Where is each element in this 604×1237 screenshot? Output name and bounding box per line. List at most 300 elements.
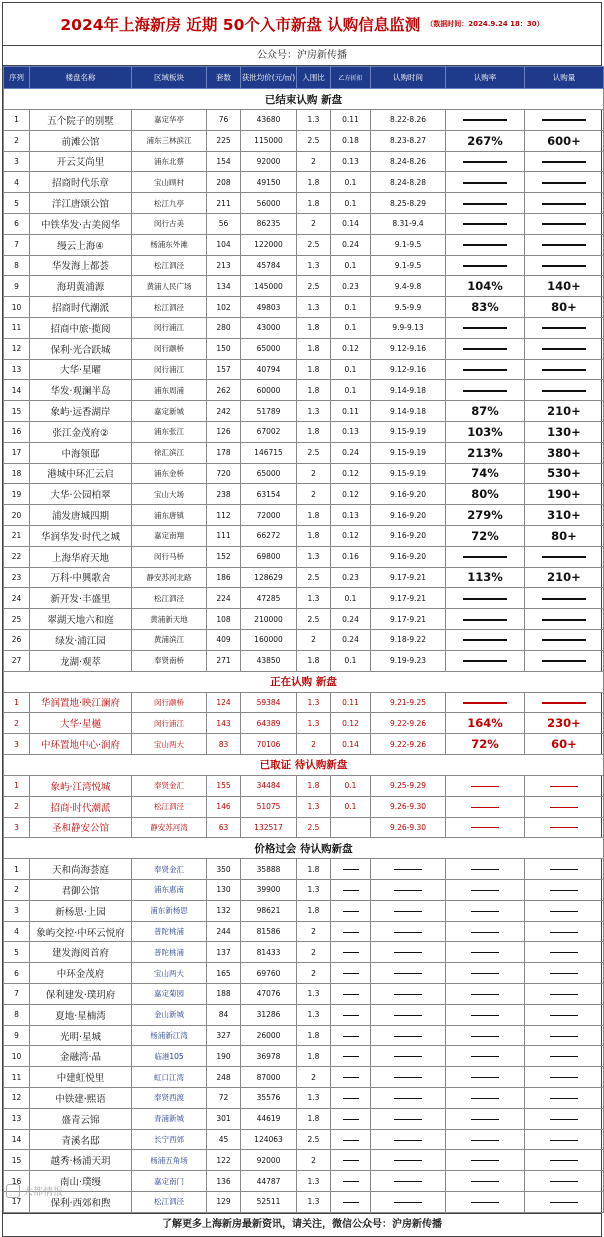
project-name: 光明·星城	[30, 1025, 132, 1046]
project-name: 浦发唐城四期	[30, 505, 132, 526]
subscription-rate: 279%	[446, 505, 525, 526]
units: 143	[207, 713, 241, 734]
table-row	[4, 297, 604, 318]
empty-value-dash	[542, 702, 586, 704]
section-title-row	[4, 671, 604, 692]
discount: 0.12	[331, 463, 371, 484]
empty-value-dash	[343, 890, 359, 891]
empty-value-dash	[343, 973, 359, 974]
col-header-index: 序列	[4, 67, 30, 89]
table-row	[4, 213, 604, 234]
discount	[331, 984, 371, 1005]
publisher-line: 公众号：沪房新传播	[3, 46, 601, 66]
row-index: 10	[4, 297, 30, 318]
empty-value-dash	[463, 619, 507, 621]
empty-value-dash	[542, 119, 586, 121]
project-name: 万科·中興歌舍	[30, 567, 132, 588]
subscription-rate	[446, 1129, 525, 1150]
units: 157	[207, 359, 241, 380]
avg-price: 43850	[241, 650, 297, 671]
subscription-rate	[446, 1004, 525, 1025]
avg-price: 35576	[241, 1088, 297, 1109]
region: 松江泗泾	[132, 255, 207, 276]
empty-value-dash	[343, 1056, 359, 1057]
units: 190	[207, 1046, 241, 1067]
empty-value-dash	[542, 348, 586, 350]
discount: 0.11	[331, 110, 371, 131]
subscription-period	[371, 1150, 446, 1171]
entry-ratio: 1.8	[297, 1046, 331, 1067]
region: 杨浦东外滩	[132, 234, 207, 255]
subscription-period: 9.16-9.20	[371, 525, 446, 546]
subscription-count	[525, 1150, 604, 1171]
row-index: 19	[4, 484, 30, 505]
table-row	[4, 525, 604, 546]
subscription-rate: 213%	[446, 442, 525, 463]
empty-value-dash	[550, 932, 578, 933]
region: 嘉定南门	[132, 1171, 207, 1192]
empty-value-dash	[394, 1181, 422, 1182]
table-row	[4, 505, 604, 526]
region: 普陀桃浦	[132, 921, 207, 942]
entry-ratio: 1.8	[297, 380, 331, 401]
empty-value-dash	[463, 161, 507, 163]
table-row	[4, 880, 604, 901]
empty-value-dash	[542, 161, 586, 163]
empty-value-dash	[550, 1056, 578, 1057]
project-name: 中海领邸	[30, 442, 132, 463]
region: 奉贤南桥	[132, 650, 207, 671]
subscription-rate	[446, 1150, 525, 1171]
row-index: 8	[4, 1004, 30, 1025]
col-header-rate: 认购率	[446, 67, 525, 89]
subscription-period	[371, 984, 446, 1005]
table-row	[4, 1067, 604, 1088]
region: 浦东新杨思	[132, 900, 207, 921]
discount	[331, 1171, 371, 1192]
table-row	[4, 151, 604, 172]
region: 奉贤西渡	[132, 1088, 207, 1109]
table-row	[4, 567, 604, 588]
row-index: 17	[4, 442, 30, 463]
project-name: 翠湖天地六和庭	[30, 609, 132, 630]
discount: 0.24	[331, 629, 371, 650]
subscription-count	[525, 859, 604, 880]
avg-price: 210000	[241, 609, 297, 630]
row-index: 1	[4, 775, 30, 796]
project-name: 缦云上海④	[30, 234, 132, 255]
subscription-count	[525, 692, 604, 713]
subscription-count: 530+	[525, 463, 604, 484]
entry-ratio: 1.3	[297, 796, 331, 817]
discount: 0.16	[331, 546, 371, 567]
units: 84	[207, 1004, 241, 1025]
discount: 0.11	[331, 692, 371, 713]
subscription-period	[371, 1108, 446, 1129]
row-index: 3	[4, 817, 30, 838]
subscription-rate: 80%	[446, 484, 525, 505]
region: 虹口江湾	[132, 1067, 207, 1088]
subscription-period: 8.24-8.28	[371, 172, 446, 193]
subscription-period: 9.19-9.23	[371, 650, 446, 671]
subscription-rate	[446, 650, 525, 671]
subscription-rate	[446, 984, 525, 1005]
empty-value-dash	[550, 1077, 578, 1078]
empty-value-dash	[343, 1140, 359, 1141]
entry-ratio: 2.5	[297, 130, 331, 151]
row-index: 17	[4, 1192, 30, 1213]
entry-ratio: 2	[297, 734, 331, 755]
units: 136	[207, 1171, 241, 1192]
empty-value-dash	[542, 265, 586, 267]
row-index: 14	[4, 380, 30, 401]
subscription-count	[525, 151, 604, 172]
entry-ratio: 2.5	[297, 609, 331, 630]
project-name: 港城中环汇云启	[30, 463, 132, 484]
region: 黄浦人民广场	[132, 276, 207, 297]
region: 杨浦五角场	[132, 1150, 207, 1171]
row-index: 20	[4, 505, 30, 526]
subscription-count: 380+	[525, 442, 604, 463]
entry-ratio: 1.8	[297, 900, 331, 921]
subscription-period: 8.24-8.26	[371, 151, 446, 172]
subscription-rate: 164%	[446, 713, 525, 734]
watermark-text: 大都情报	[23, 1187, 63, 1198]
row-index: 6	[4, 963, 30, 984]
region: 徐汇滨江	[132, 442, 207, 463]
units: 155	[207, 775, 241, 796]
units: 208	[207, 172, 241, 193]
empty-value-dash	[542, 660, 586, 662]
subscription-count	[525, 359, 604, 380]
region: 浦东三林滨江	[132, 130, 207, 151]
region: 闵行颛桥	[132, 338, 207, 359]
entry-ratio: 1.3	[297, 588, 331, 609]
empty-value-dash	[463, 182, 507, 184]
project-name: 君御公馆	[30, 880, 132, 901]
subscription-count: 310+	[525, 505, 604, 526]
discount	[331, 1129, 371, 1150]
subscription-rate: 72%	[446, 525, 525, 546]
row-index: 2	[4, 713, 30, 734]
avg-price: 69800	[241, 546, 297, 567]
region: 宝山顾村	[132, 172, 207, 193]
subscription-rate	[446, 359, 525, 380]
subscription-count: 140+	[525, 276, 604, 297]
row-index: 11	[4, 317, 30, 338]
units: 45	[207, 1129, 241, 1150]
region: 奉贤金汇	[132, 775, 207, 796]
entry-ratio: 1.3	[297, 984, 331, 1005]
discount: 0.12	[331, 484, 371, 505]
entry-ratio: 2.5	[297, 817, 331, 838]
table-row	[4, 859, 604, 880]
project-name: 盛青云锦	[30, 1108, 132, 1129]
table-row	[4, 1004, 604, 1025]
row-index: 5	[4, 193, 30, 214]
table-row	[4, 380, 604, 401]
subscription-count	[525, 338, 604, 359]
units: 350	[207, 859, 241, 880]
empty-value-dash	[394, 1015, 422, 1016]
discount	[331, 942, 371, 963]
entry-ratio: 1.3	[297, 401, 331, 422]
empty-value-dash	[471, 932, 499, 933]
entry-ratio: 2.5	[297, 567, 331, 588]
empty-value-dash	[542, 223, 586, 225]
avg-price: 128629	[241, 567, 297, 588]
entry-ratio: 2.5	[297, 442, 331, 463]
avg-price: 63154	[241, 484, 297, 505]
avg-price: 60000	[241, 380, 297, 401]
project-name: 五个院子的别墅	[30, 110, 132, 131]
empty-value-dash	[394, 869, 422, 870]
table-row	[4, 1150, 604, 1171]
table-row	[4, 172, 604, 193]
region: 临港105	[132, 1046, 207, 1067]
entry-ratio: 1.8	[297, 1025, 331, 1046]
discount: 0.14	[331, 734, 371, 755]
row-index: 2	[4, 880, 30, 901]
discount: 0.13	[331, 151, 371, 172]
row-index: 12	[4, 1088, 30, 1109]
report-title-bar	[3, 3, 601, 46]
empty-value-dash	[550, 1202, 578, 1203]
discount: 0.23	[331, 567, 371, 588]
subscription-rate	[446, 1025, 525, 1046]
discount: 0.12	[331, 338, 371, 359]
row-index: 15	[4, 401, 30, 422]
avg-price: 145000	[241, 276, 297, 297]
region: 闵行颛桥	[132, 692, 207, 713]
empty-value-dash	[394, 932, 422, 933]
section-title-row	[4, 89, 604, 110]
subscription-count	[525, 1088, 604, 1109]
subscription-rate	[446, 692, 525, 713]
row-index: 14	[4, 1129, 30, 1150]
row-index: 7	[4, 234, 30, 255]
avg-price: 81433	[241, 942, 297, 963]
region: 嘉定南翔	[132, 525, 207, 546]
project-name: 中铁华发·古美阅华	[30, 213, 132, 234]
entry-ratio: 2	[297, 963, 331, 984]
subscription-rate: 104%	[446, 276, 525, 297]
subscription-count	[525, 880, 604, 901]
project-name: 龙湖·观萃	[30, 650, 132, 671]
subscription-rate: 87%	[446, 401, 525, 422]
entry-ratio: 1.8	[297, 650, 331, 671]
subscription-rate	[446, 110, 525, 131]
table-row	[4, 734, 604, 755]
entry-ratio: 2.5	[297, 234, 331, 255]
subscription-count	[525, 1129, 604, 1150]
row-index: 11	[4, 1067, 30, 1088]
entry-ratio: 2	[297, 1150, 331, 1171]
avg-price: 87000	[241, 1067, 297, 1088]
subscription-period	[371, 1088, 446, 1109]
units: 146	[207, 796, 241, 817]
empty-value-dash	[343, 1077, 359, 1078]
subscription-table	[3, 66, 604, 1213]
entry-ratio: 1.8	[297, 317, 331, 338]
discount	[331, 1150, 371, 1171]
project-name: 张江金茂府②	[30, 421, 132, 442]
region: 奉贤金汇	[132, 859, 207, 880]
avg-price: 146715	[241, 442, 297, 463]
region: 普陀桃浦	[132, 942, 207, 963]
empty-value-dash	[463, 702, 507, 704]
section-title: 正在认购 新盘	[4, 671, 604, 692]
table-row	[4, 130, 604, 151]
region: 松江九亭	[132, 193, 207, 214]
empty-value-dash	[463, 598, 507, 600]
row-index: 10	[4, 1046, 30, 1067]
empty-value-dash	[343, 1119, 359, 1120]
empty-value-dash	[463, 639, 507, 641]
region: 浦东北蔡	[132, 151, 207, 172]
project-name: 天和尚海荟庭	[30, 859, 132, 880]
avg-price: 115000	[241, 130, 297, 151]
subscription-period: 9.17-9.21	[371, 588, 446, 609]
project-name: 招商·时代潮派	[30, 796, 132, 817]
project-name: 招商时代乐章	[30, 172, 132, 193]
subscription-count	[525, 629, 604, 650]
avg-price: 31286	[241, 1004, 297, 1025]
avg-price: 64389	[241, 713, 297, 734]
project-name: 中建虹悦里	[30, 1067, 132, 1088]
subscription-period: 9.1-9.5	[371, 255, 446, 276]
subscription-count	[525, 234, 604, 255]
empty-value-dash	[550, 952, 578, 953]
subscription-rate	[446, 1067, 525, 1088]
subscription-count	[525, 588, 604, 609]
avg-price: 47076	[241, 984, 297, 1005]
entry-ratio: 1.3	[297, 546, 331, 567]
units: 262	[207, 380, 241, 401]
subscription-period: 9.26-9.30	[371, 817, 446, 838]
empty-value-dash	[550, 1119, 578, 1120]
subscription-period: 9.12-9.16	[371, 359, 446, 380]
subscription-rate	[446, 942, 525, 963]
table-row	[4, 338, 604, 359]
discount: 0.13	[331, 505, 371, 526]
empty-value-dash	[463, 119, 507, 121]
entry-ratio: 1.8	[297, 172, 331, 193]
table-row	[4, 713, 604, 734]
units: 111	[207, 525, 241, 546]
avg-price: 56000	[241, 193, 297, 214]
subscription-rate	[446, 317, 525, 338]
avg-price: 36978	[241, 1046, 297, 1067]
discount: 0.24	[331, 442, 371, 463]
units: 152	[207, 546, 241, 567]
avg-price: 124063	[241, 1129, 297, 1150]
entry-ratio: 1.3	[297, 255, 331, 276]
units: 124	[207, 692, 241, 713]
project-name: 前滩公馆	[30, 130, 132, 151]
subscription-rate	[446, 193, 525, 214]
avg-price: 44787	[241, 1171, 297, 1192]
subscription-count	[525, 1108, 604, 1129]
region: 长宁西郊	[132, 1129, 207, 1150]
subscription-count	[525, 546, 604, 567]
units: 76	[207, 110, 241, 131]
footer-note: 了解更多上海新房最新资讯，请关注，微信公众号：沪房新传播	[3, 1213, 601, 1236]
entry-ratio: 1.8	[297, 859, 331, 880]
region: 松江泗泾	[132, 297, 207, 318]
empty-value-dash	[394, 1140, 422, 1141]
project-name: 绿发·浦江园	[30, 629, 132, 650]
entry-ratio: 1.8	[297, 359, 331, 380]
project-name: 招商时代潮派	[30, 297, 132, 318]
project-name: 夏地·星楠湾	[30, 1004, 132, 1025]
row-index: 8	[4, 255, 30, 276]
table-row	[4, 276, 604, 297]
empty-value-dash	[542, 619, 586, 621]
table-row	[4, 1088, 604, 1109]
project-name: 海玥黄浦源	[30, 276, 132, 297]
subscription-period: 9.14-9.18	[371, 401, 446, 422]
region: 黄浦滨江	[132, 629, 207, 650]
subscription-period: 9.15-9.19	[371, 421, 446, 442]
discount	[331, 1108, 371, 1129]
table-row	[4, 1108, 604, 1129]
subscription-period: 9.17-9.21	[371, 567, 446, 588]
avg-price: 49150	[241, 172, 297, 193]
units: 129	[207, 1192, 241, 1213]
units: 188	[207, 984, 241, 1005]
project-name: 南山·璞缦	[30, 1171, 132, 1192]
units: 225	[207, 130, 241, 151]
row-index: 1	[4, 110, 30, 131]
subscription-rate	[446, 880, 525, 901]
empty-value-dash	[550, 1181, 578, 1182]
col-header-count: 认购量	[525, 67, 604, 89]
empty-value-dash	[463, 556, 507, 558]
empty-value-dash	[343, 1160, 359, 1161]
empty-value-dash	[471, 911, 499, 912]
subscription-period: 8.31-9.4	[371, 213, 446, 234]
subscription-rate	[446, 1046, 525, 1067]
watermark	[6, 1183, 63, 1198]
avg-price: 66272	[241, 525, 297, 546]
units: 126	[207, 421, 241, 442]
discount: 0.1	[331, 650, 371, 671]
subscription-rate	[446, 796, 525, 817]
empty-value-dash	[542, 598, 586, 600]
subscription-period: 9.4-9.8	[371, 276, 446, 297]
subscription-period	[371, 942, 446, 963]
subscription-period	[371, 1046, 446, 1067]
units: 248	[207, 1067, 241, 1088]
project-name: 越秀·杨浦天玥	[30, 1150, 132, 1171]
empty-value-dash	[471, 827, 499, 828]
subscription-period: 8.25-8.29	[371, 193, 446, 214]
project-name: 象屿·江湾悦城	[30, 775, 132, 796]
units: 122	[207, 1150, 241, 1171]
units: 211	[207, 193, 241, 214]
avg-price: 72000	[241, 505, 297, 526]
row-index: 2	[4, 130, 30, 151]
row-index: 23	[4, 567, 30, 588]
project-name: 大华·星曜	[30, 359, 132, 380]
discount: 0.12	[331, 525, 371, 546]
units: 224	[207, 588, 241, 609]
subscription-period	[371, 921, 446, 942]
subscription-rate	[446, 1108, 525, 1129]
subscription-period	[371, 859, 446, 880]
region: 浦东张江	[132, 421, 207, 442]
